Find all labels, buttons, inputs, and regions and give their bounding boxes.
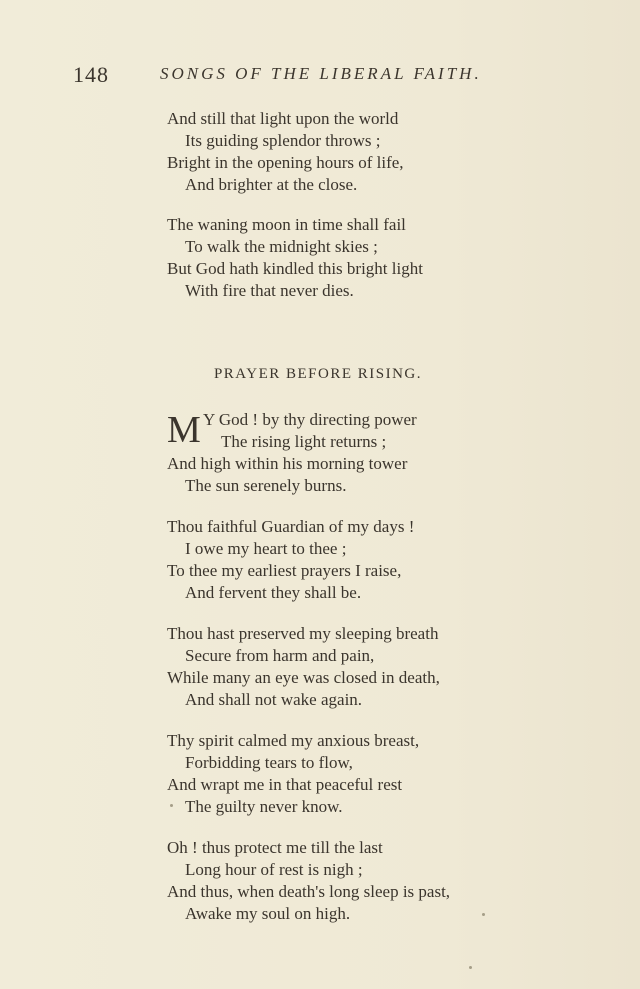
running-title: SONGS OF THE LIBERAL FAITH. xyxy=(160,64,482,83)
poem-stanza-4 xyxy=(167,730,419,818)
verse-line: Y God ! by thy directing power xyxy=(203,410,417,429)
verse-line: Thou hast preserved my sleeping breath xyxy=(167,624,439,643)
verse-line: The waning moon in time shall fail xyxy=(167,215,406,234)
paper-speck xyxy=(469,966,472,969)
verse-line: Thou faithful Guardian of my days ! xyxy=(167,517,415,536)
verse-line: Forbidding tears to flow, xyxy=(185,753,353,772)
verse-line: The rising light returns ; xyxy=(221,432,387,451)
poem-stanza-3 xyxy=(167,623,440,711)
verse-line: Awake my soul on high. xyxy=(185,904,351,923)
verse-line: And brighter at the close. xyxy=(185,175,358,194)
poem-stanza-2 xyxy=(167,516,414,604)
verse-line: But God hath kindled this bright light xyxy=(167,259,423,278)
verse-line: Thy spirit calmed my anxious breast, xyxy=(167,731,420,750)
verse-line: With fire that never dies. xyxy=(185,281,354,300)
poem-title xyxy=(0,366,640,383)
verse-line: While many an eye was closed in death, xyxy=(167,668,440,687)
verse-line: And thus, when death's long sleep is past, xyxy=(167,882,451,901)
verse-line: And wrapt me in that peaceful rest xyxy=(167,775,403,794)
verse-line: And high within his morning tower xyxy=(167,454,408,473)
verse-line: And fervent they shall be. xyxy=(185,583,362,602)
verse-line: The sun serenely burns. xyxy=(185,476,347,495)
verse-line: Secure from harm and pain, xyxy=(185,646,375,665)
verse-line: And still that light upon the world xyxy=(167,109,399,128)
drop-cap: M xyxy=(167,409,201,451)
verse-line: Its guiding splendor throws ; xyxy=(185,131,381,150)
verse-line: The guilty never know. xyxy=(185,797,343,816)
paper-speck xyxy=(482,913,485,916)
verse-line: To walk the midnight skies ; xyxy=(185,237,378,256)
verse-line: To thee my earliest prayers I raise, xyxy=(167,561,402,580)
page-header xyxy=(0,62,640,88)
poem-stanza-5 xyxy=(167,837,450,925)
verse-line: Bright in the opening hours of life, xyxy=(167,153,404,172)
prev-stanza-1 xyxy=(167,108,404,196)
verse-line: I owe my heart to thee ; xyxy=(185,539,347,558)
page-number: 148 xyxy=(73,62,109,87)
verse-line: Long hour of rest is nigh ; xyxy=(185,860,363,879)
verse-line: Oh ! thus protect me till the last xyxy=(167,838,383,857)
verse-line: And shall not wake again. xyxy=(185,690,363,709)
poem-title-text: PRAYER BEFORE RISING. xyxy=(213,366,423,382)
prev-stanza-2 xyxy=(167,214,423,302)
paper-speck xyxy=(170,804,173,807)
poem-stanza-1 xyxy=(167,409,507,497)
